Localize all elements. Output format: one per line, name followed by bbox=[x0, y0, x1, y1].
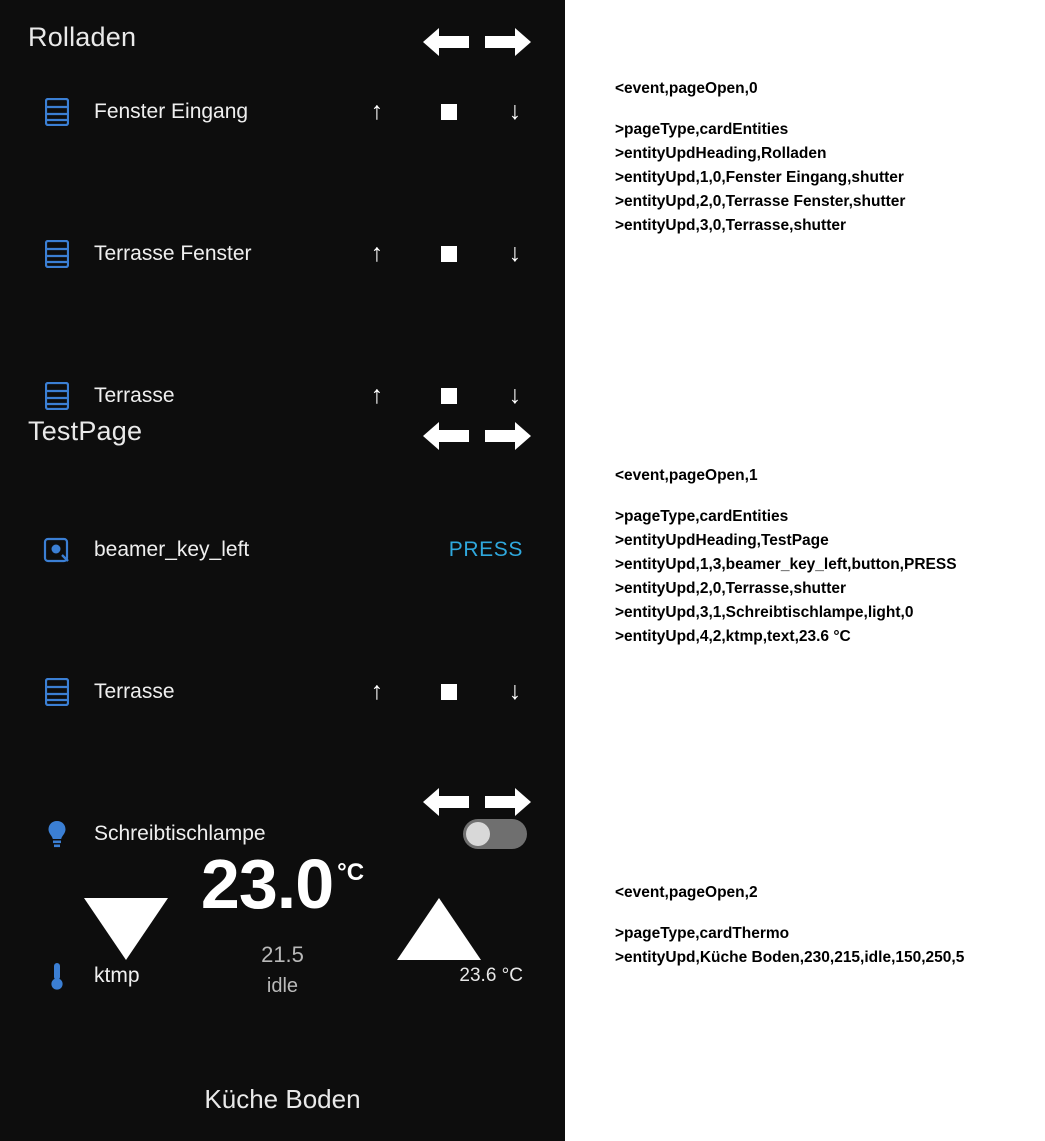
arrow-down-icon: ↓ bbox=[508, 677, 522, 705]
protocol-log bbox=[565, 0, 1045, 1141]
log-line: >entityUpd,1,0,Fenster Eingang,shutter bbox=[615, 169, 904, 186]
list-item-label: ktmp bbox=[94, 963, 140, 987]
list-item[interactable] bbox=[0, 76, 565, 147]
next-page-arrow-icon[interactable] bbox=[485, 418, 531, 454]
log-line: >entityUpd,3,0,Terrasse,shutter bbox=[615, 217, 847, 234]
log-line: >pageType,cardThermo bbox=[615, 925, 790, 942]
log-block bbox=[615, 80, 905, 238]
shutter-down-button[interactable] bbox=[495, 95, 535, 129]
log-line: >pageType,cardEntities bbox=[615, 121, 789, 138]
list-item-label: Fenster Eingang bbox=[94, 99, 249, 123]
current-temperature-value: 21.5 bbox=[261, 942, 304, 967]
log-block bbox=[615, 467, 957, 649]
button-icon bbox=[42, 535, 72, 565]
shutter-controls bbox=[335, 675, 535, 709]
log-line: >entityUpd,2,0,Terrasse Fenster,shutter bbox=[615, 193, 906, 210]
log-block bbox=[615, 884, 964, 970]
stop-square-icon bbox=[441, 388, 457, 404]
arrow-down-icon: ↓ bbox=[508, 381, 522, 409]
page-title: TestPage bbox=[28, 416, 143, 446]
list-item[interactable] bbox=[0, 514, 565, 585]
shutter-down-button[interactable] bbox=[495, 237, 535, 271]
log-line: >entityUpd,3,1,Schreibtischlampe,light,0 bbox=[615, 604, 914, 621]
shutter-icon bbox=[42, 239, 72, 269]
list-item[interactable] bbox=[0, 218, 565, 289]
temperature-unit: °C bbox=[337, 859, 365, 886]
stop-square-icon bbox=[441, 104, 457, 120]
shutter-stop-button[interactable] bbox=[429, 95, 469, 129]
shutter-up-button[interactable] bbox=[357, 237, 397, 271]
nav-arrows bbox=[423, 784, 543, 824]
shutter-up-button[interactable] bbox=[357, 379, 397, 413]
status-badge: idle bbox=[266, 975, 299, 997]
list-item[interactable] bbox=[0, 656, 565, 727]
log-line: >entityUpd,2,0,Terrasse,shutter bbox=[615, 580, 847, 597]
stop-square-icon bbox=[441, 684, 457, 700]
shutter-stop-button[interactable] bbox=[429, 379, 469, 413]
shutter-down-button[interactable] bbox=[495, 675, 535, 709]
page-title: Rolladen bbox=[28, 22, 137, 52]
next-page-arrow-icon[interactable] bbox=[485, 784, 531, 820]
arrow-down-icon: ↓ bbox=[508, 239, 522, 267]
shutter-stop-button[interactable] bbox=[429, 237, 469, 271]
log-event: <event,pageOpen,1 bbox=[615, 467, 758, 484]
nav-arrows bbox=[423, 24, 543, 64]
press-button[interactable]: PRESS bbox=[448, 537, 523, 561]
arrow-up-icon: ↑ bbox=[370, 381, 384, 409]
log-event: <event,pageOpen,0 bbox=[615, 80, 758, 97]
prev-page-arrow-icon[interactable] bbox=[423, 418, 469, 454]
arrow-up-icon: ↑ bbox=[370, 239, 384, 267]
shutter-up-button[interactable] bbox=[357, 95, 397, 129]
next-page-arrow-icon[interactable] bbox=[485, 24, 531, 60]
shutter-controls bbox=[335, 237, 535, 271]
list-item-label: Terrasse bbox=[94, 679, 175, 703]
card-thermo bbox=[0, 770, 565, 1141]
log-line: >entityUpd,Küche Boden,230,215,idle,150,250,5 bbox=[615, 949, 965, 966]
target-temperature-value: 23.0 bbox=[200, 845, 334, 923]
arrow-up-icon: ↑ bbox=[370, 677, 384, 705]
list-item-label: Terrasse bbox=[94, 383, 175, 407]
shutter-stop-button[interactable] bbox=[429, 675, 469, 709]
shutter-icon bbox=[42, 381, 72, 411]
log-line: >entityUpd,4,2,ktmp,text,23.6 °C bbox=[615, 628, 851, 645]
log-line: >pageType,cardEntities bbox=[615, 508, 789, 525]
card-header bbox=[0, 416, 565, 470]
prev-page-arrow-icon[interactable] bbox=[423, 24, 469, 60]
log-line: >entityUpdHeading,TestPage bbox=[615, 532, 829, 549]
log-line: >entityUpdHeading,Rolladen bbox=[615, 145, 827, 162]
thermostat-name: Küche Boden bbox=[204, 1084, 361, 1114]
stop-square-icon bbox=[441, 246, 457, 262]
arrow-down-icon: ↓ bbox=[508, 97, 522, 125]
target-temperature bbox=[0, 844, 565, 924]
list-item-label: Terrasse Fenster bbox=[94, 241, 252, 265]
temperature-value: 23.6 °C bbox=[459, 964, 523, 986]
shutter-controls bbox=[335, 95, 535, 129]
card-header bbox=[0, 22, 565, 76]
arrow-up-icon: ↑ bbox=[370, 97, 384, 125]
list-item-label: Schreibtischlampe bbox=[94, 821, 266, 845]
prev-page-arrow-icon[interactable] bbox=[423, 784, 469, 820]
shutter-up-button[interactable] bbox=[357, 675, 397, 709]
list-item-label: beamer_key_left bbox=[94, 537, 250, 561]
log-event: <event,pageOpen,2 bbox=[615, 884, 758, 901]
log-line: >entityUpd,1,3,beamer_key_left,button,PRESS bbox=[615, 556, 957, 573]
shutter-controls bbox=[335, 379, 535, 413]
shutter-icon bbox=[42, 677, 72, 707]
shutter-down-button[interactable] bbox=[495, 379, 535, 413]
card-entities-rolladen bbox=[0, 22, 565, 409]
nav-arrows bbox=[423, 418, 543, 458]
shutter-icon bbox=[42, 97, 72, 127]
